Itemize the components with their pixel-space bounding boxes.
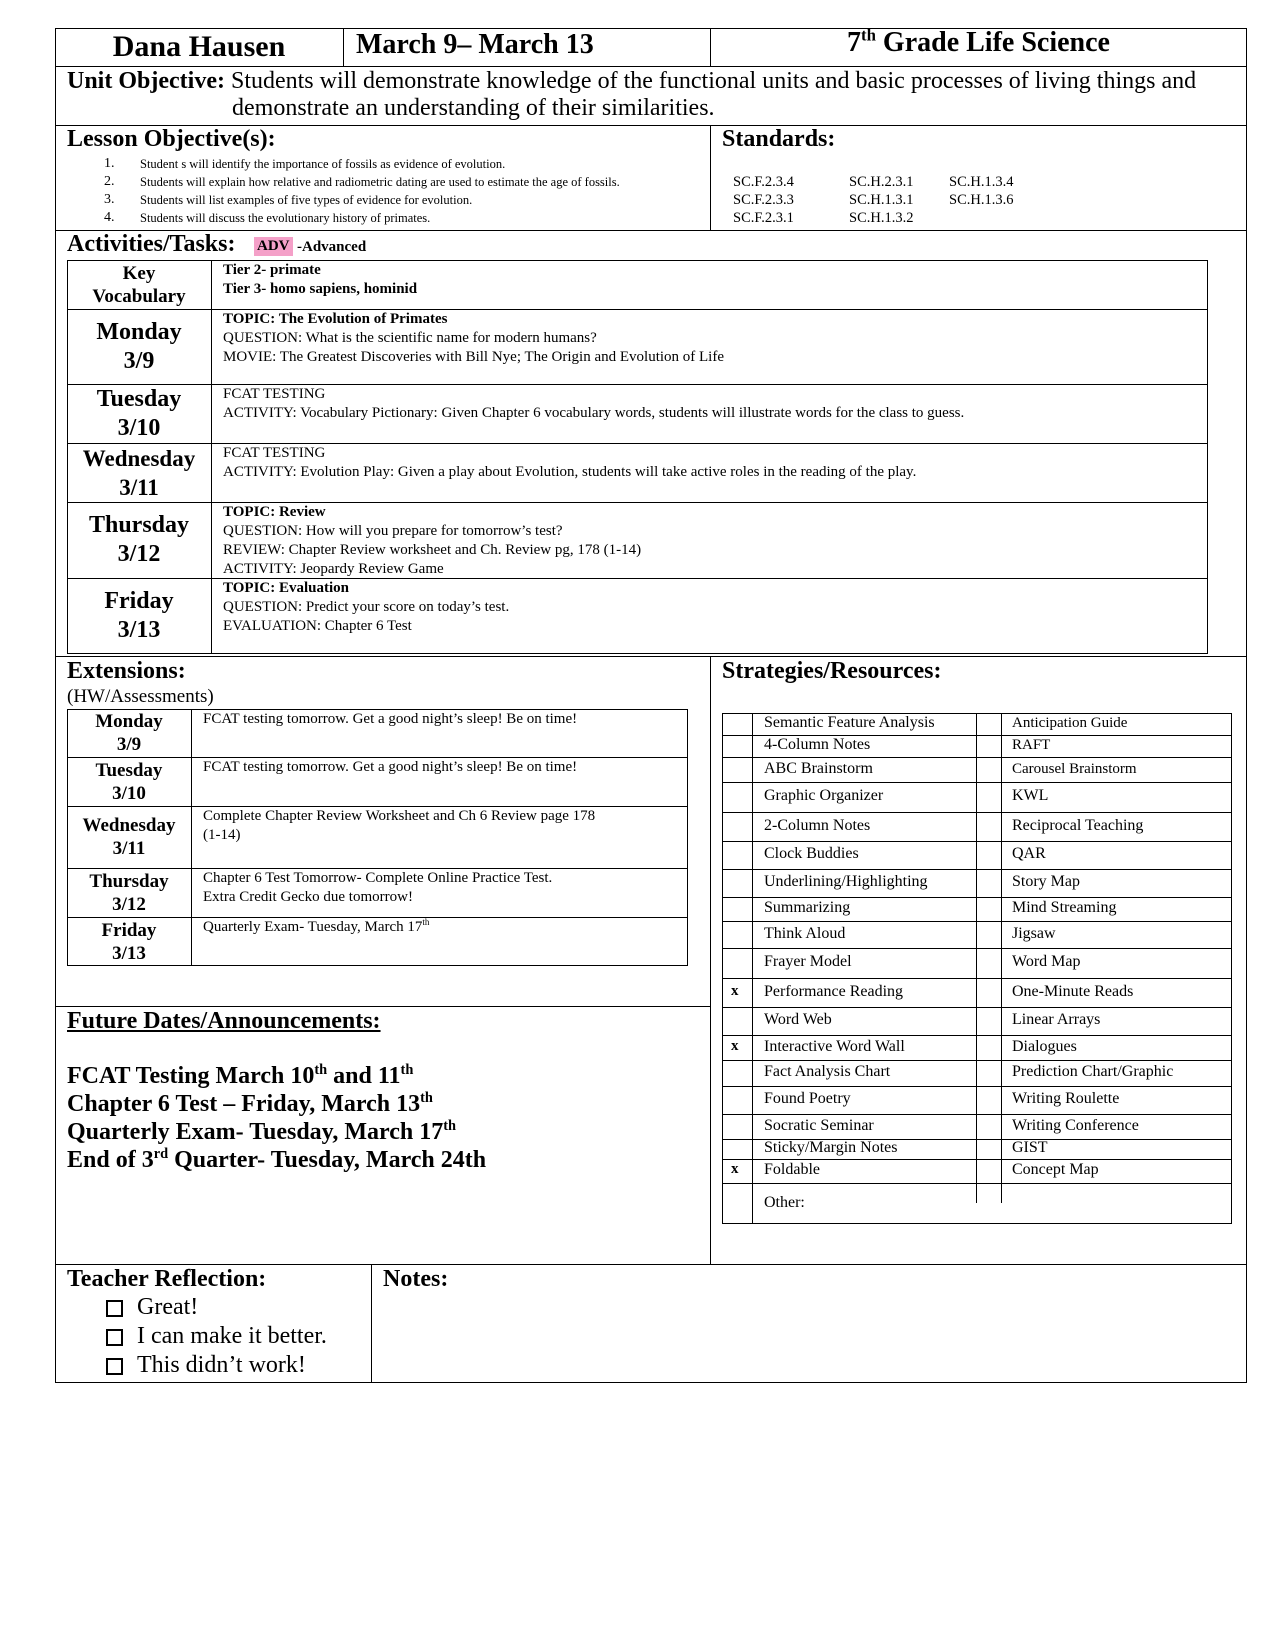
- day-label-wednesday: [67, 444, 211, 502]
- day-date: 3/12: [117, 541, 161, 567]
- strategy-item: Summarizing: [764, 899, 851, 916]
- activity-line: TOPIC: The Evolution of Primates: [223, 311, 448, 327]
- extension-line-text: FCAT testing tomorrow. Get a good night’s sleep! Be on time!: [203, 711, 578, 727]
- day-label-friday: [67, 587, 211, 645]
- divider: [722, 1060, 1232, 1061]
- day-name: Monday: [95, 711, 163, 732]
- strategy-item: Interactive Word Wall: [764, 1037, 905, 1055]
- strategy-item: Performance Reading: [764, 982, 904, 1000]
- day-label-monday: [67, 318, 211, 376]
- strategy-item: Writing Conference: [1012, 1116, 1139, 1134]
- strategy-item: 4-Column Notes: [764, 736, 871, 753]
- future-item: End of 3rd Quarter- Tuesday, March 24th: [67, 1146, 487, 1173]
- divider: [752, 713, 753, 1224]
- strategy-item: Found Poetry: [764, 1090, 851, 1107]
- day-name: Friday: [101, 919, 157, 941]
- divider: [191, 709, 192, 966]
- day-name: Monday: [96, 318, 182, 345]
- extension-line-text: Quarterly Exam- Tuesday, March 17: [203, 919, 423, 935]
- standards-heading: Standards:: [722, 126, 836, 152]
- ext-day-label-thursday: [67, 870, 191, 916]
- activity-line: ACTIVITY: Jeopardy Review Game: [223, 561, 444, 577]
- extensions-heading: Extensions:: [67, 658, 186, 684]
- strategy-item: Underlining/Highlighting: [764, 873, 928, 890]
- day-date: 3/9: [123, 347, 155, 374]
- activity-line: REVIEW: Chapter Review worksheet and Ch. Review pg, 178 (1-14): [223, 542, 642, 558]
- strategy-item: Word Web: [764, 1011, 832, 1028]
- strategy-item: Graphic Organizer: [764, 787, 884, 804]
- future-item: Chapter 6 Test – Friday, March 13th: [67, 1090, 433, 1117]
- strategy-item: Socratic Seminar: [764, 1116, 874, 1134]
- strategy-item: RAFT: [1012, 737, 1051, 753]
- week-dates: March 9– March 13: [356, 29, 594, 60]
- strategy-item: Reciprocal Teaching: [1012, 816, 1144, 834]
- divider: [371, 1264, 372, 1383]
- extension-text: [203, 918, 429, 937]
- future-heading: Future Dates/Announcements:: [67, 1008, 381, 1034]
- strategy-item: Concept Map: [1012, 1161, 1099, 1178]
- day-date: 3/10: [112, 782, 146, 804]
- standard-code: SC.F.2.3.4: [733, 174, 794, 190]
- divider: [722, 948, 1232, 949]
- course-title: 7th Grade Life Science: [847, 25, 1110, 58]
- lesson-objective-item: Students will discuss the evolutionary history of primates.: [140, 211, 431, 225]
- activity-line: TOPIC: Review: [223, 504, 326, 520]
- extension-line: [203, 807, 595, 826]
- selected-mark: x: [731, 1161, 739, 1177]
- future-list: [67, 1062, 486, 1174]
- activities-heading: Activities/Tasks:: [67, 231, 236, 257]
- divider: [55, 66, 1247, 67]
- strategy-item: Semantic Feature Analysis: [764, 714, 935, 731]
- lesson-objective-item: Students will list examples of five types of evidence for evolution.: [140, 193, 473, 207]
- strategy-item: Carousel Brainstorm: [1012, 760, 1137, 777]
- day-label-tuesday: [67, 385, 211, 443]
- extension-line: [203, 918, 429, 937]
- day-date: 3/11: [119, 474, 159, 500]
- divider: [211, 260, 212, 654]
- strategy-item: Fact Analysis Chart: [764, 1063, 891, 1080]
- strategy-item: Other:: [764, 1193, 805, 1211]
- divider: [976, 713, 977, 1203]
- lesson-objectives-heading: Lesson Objective(s):: [67, 126, 276, 152]
- day-name: Wednesday: [82, 815, 176, 836]
- day-date: 3/13: [112, 942, 146, 964]
- activity-line: QUESTION: Predict your score on today’s test.: [223, 599, 510, 615]
- standard-code: SC.H.1.3.1: [849, 192, 914, 208]
- day-name: Thursday: [88, 512, 190, 538]
- divider: [722, 869, 1232, 870]
- activity-line: FCAT TESTING: [223, 445, 326, 461]
- strategy-item: QAR: [1012, 845, 1046, 862]
- adv-label: -Advanced: [297, 239, 367, 255]
- divider: [722, 1007, 1232, 1008]
- activity-line: FCAT TESTING: [223, 386, 326, 402]
- ext-day-label-friday: [67, 919, 191, 965]
- strategy-item: Writing Roulette: [1012, 1090, 1120, 1107]
- day-name: Friday: [104, 588, 174, 614]
- strategy-item: Jigsaw: [1012, 924, 1056, 942]
- divider: [710, 125, 711, 230]
- divider: [722, 978, 1232, 979]
- strategy-item: Dialogues: [1012, 1037, 1077, 1055]
- strategies-heading: Strategies/Resources:: [722, 658, 942, 684]
- checkbox-icon[interactable]: [106, 1358, 123, 1375]
- strategy-item: Prediction Chart/Graphic: [1012, 1063, 1174, 1080]
- extension-line: [203, 758, 577, 777]
- strategy-item: Mind Streaming: [1012, 899, 1117, 916]
- day-name: Tuesday: [96, 385, 182, 412]
- day-name: Wednesday: [82, 445, 196, 471]
- strategy-item: Word Map: [1012, 953, 1081, 970]
- standard-code: SC.H.1.3.4: [949, 174, 1014, 190]
- divider: [1001, 713, 1002, 1203]
- day-date: 3/9: [116, 734, 142, 755]
- vocab-row-label: Key Vocabulary: [92, 263, 186, 307]
- divider: [722, 782, 1232, 783]
- extension-line: Extra Credit Gecko due tomorrow!: [203, 889, 413, 905]
- activity-line: MOVIE: The Greatest Discoveries with Bill Nye; The Origin and Evolution of Life: [223, 349, 725, 365]
- strategy-item: Sticky/Margin Notes: [764, 1139, 898, 1156]
- vocab-tier2: Tier 2- primate: [223, 262, 321, 278]
- extension-text: [203, 710, 577, 729]
- strategy-item: Foldable: [764, 1161, 820, 1178]
- activity-line: TOPIC: Evaluation: [223, 580, 349, 596]
- day-label-thursday: [67, 511, 211, 569]
- ext-day-label-monday: [67, 710, 191, 756]
- strategy-item: 2-Column Notes: [764, 816, 871, 834]
- lesson-objective-item: Student s will identify the importance of fossils as evidence of evolution.: [140, 157, 506, 171]
- activity-line: ACTIVITY: Evolution Play: Given a play about Evolution, students will take active roles in the reading of the play.: [223, 464, 917, 480]
- lesson-objective-number: 4.: [104, 210, 115, 225]
- strategy-item: Think Aloud: [764, 924, 846, 942]
- lesson-objective-number: 1.: [104, 156, 115, 171]
- strategy-item: GIST: [1012, 1139, 1048, 1156]
- future-item: FCAT Testing March 10th and 11th: [67, 1062, 414, 1089]
- standard-code: SC.H.1.3.2: [849, 210, 914, 226]
- reflection-option-didnt-work[interactable]: This didn’t work!: [106, 1351, 327, 1380]
- standard-code: SC.F.2.3.1: [733, 210, 794, 226]
- standard-code: SC.F.2.3.3: [733, 192, 794, 208]
- extension-text: [203, 869, 552, 907]
- vocab-tier3: Tier 3- homo sapiens, hominid: [223, 281, 418, 297]
- activity-line: QUESTION: What is the scientific name for modern humans?: [223, 330, 597, 346]
- notes-heading: Notes:: [383, 1266, 449, 1292]
- selected-mark: x: [731, 982, 739, 999]
- day-name: Tuesday: [95, 759, 163, 781]
- future-item: Quarterly Exam- Tuesday, March 17th: [67, 1118, 457, 1145]
- divider: [722, 1086, 1232, 1087]
- strategy-item: KWL: [1012, 787, 1049, 804]
- divider: [722, 841, 1232, 842]
- lesson-objective-number: 2.: [104, 174, 115, 189]
- ext-day-label-wednesday: [67, 814, 191, 860]
- checkbox-icon[interactable]: [106, 1329, 123, 1346]
- divider: [55, 1006, 710, 1007]
- day-date: 3/13: [117, 617, 161, 643]
- lesson-objective-item: Students will explain how relative and radiometric dating are used to estimate the age of fossils.: [140, 175, 620, 189]
- divider: [722, 1183, 1232, 1184]
- divider: [722, 921, 1232, 922]
- day-date: 3/11: [112, 838, 146, 859]
- checkbox-icon[interactable]: [106, 1300, 123, 1317]
- selected-mark: x: [731, 1037, 739, 1054]
- extension-line: [203, 869, 552, 888]
- divider: [55, 1264, 1247, 1265]
- strategy-item: Anticipation Guide: [1012, 715, 1128, 731]
- strategy-item: Story Map: [1012, 873, 1080, 890]
- unit-objective: Unit Objective: Students will demonstrate knowledge of the functional units and basic processes of living things and demonstrate an understanding of their similarities.: [67, 68, 1197, 121]
- activity-line: ACTIVITY: Vocabulary Pictionary: Given Chapter 6 vocabulary words, students will illustrate words for the class to guess.: [223, 405, 965, 421]
- reflection-heading: Teacher Reflection:: [67, 1266, 267, 1292]
- unit-objective-label: Unit Objective:: [67, 68, 225, 94]
- extension-line: [203, 710, 577, 729]
- day-date: 3/12: [112, 893, 146, 915]
- teacher-name: Dana Hausen: [112, 30, 286, 63]
- superscript: th: [422, 917, 430, 927]
- lesson-objective-number: 3.: [104, 192, 115, 207]
- extension-line-text: Complete Chapter Review Worksheet and Ch 6 Review page 178: [203, 808, 596, 824]
- extension-line-text: Chapter 6 Test Tomorrow- Complete Online Practice Test.: [203, 870, 553, 886]
- strategy-item: Linear Arrays: [1012, 1011, 1101, 1028]
- strategy-item: One-Minute Reads: [1012, 982, 1134, 1000]
- strategy-item: ABC Brainstorm: [764, 759, 873, 777]
- reflection-option-better[interactable]: I can make it better.: [106, 1322, 327, 1351]
- day-date: 3/10: [117, 414, 161, 441]
- reflection-options: [106, 1293, 327, 1380]
- standard-code: SC.H.1.3.6: [949, 192, 1014, 208]
- divider: [55, 656, 1247, 657]
- divider: [722, 812, 1232, 813]
- strategy-item: Clock Buddies: [764, 845, 859, 862]
- standard-code: SC.H.2.3.1: [849, 174, 914, 190]
- day-name: Thursday: [89, 870, 169, 892]
- activity-line: EVALUATION: Chapter 6 Test: [223, 618, 412, 634]
- extension-text: [203, 758, 577, 777]
- reflection-option-great[interactable]: Great!: [106, 1293, 327, 1322]
- ext-day-label-tuesday: [67, 759, 191, 805]
- adv-tag: ADV: [254, 237, 293, 256]
- divider: [710, 656, 711, 1264]
- activity-line: QUESTION: How will you prepare for tomorrow’s test?: [223, 523, 563, 539]
- extension-line: (1-14): [203, 827, 241, 843]
- extensions-subtitle: (HW/Assessments): [67, 686, 214, 707]
- extension-text: [203, 807, 595, 845]
- divider: [343, 28, 344, 66]
- extension-line-text: FCAT testing tomorrow. Get a good night’s sleep! Be on time!: [203, 759, 578, 775]
- strategy-item: Frayer Model: [764, 953, 852, 970]
